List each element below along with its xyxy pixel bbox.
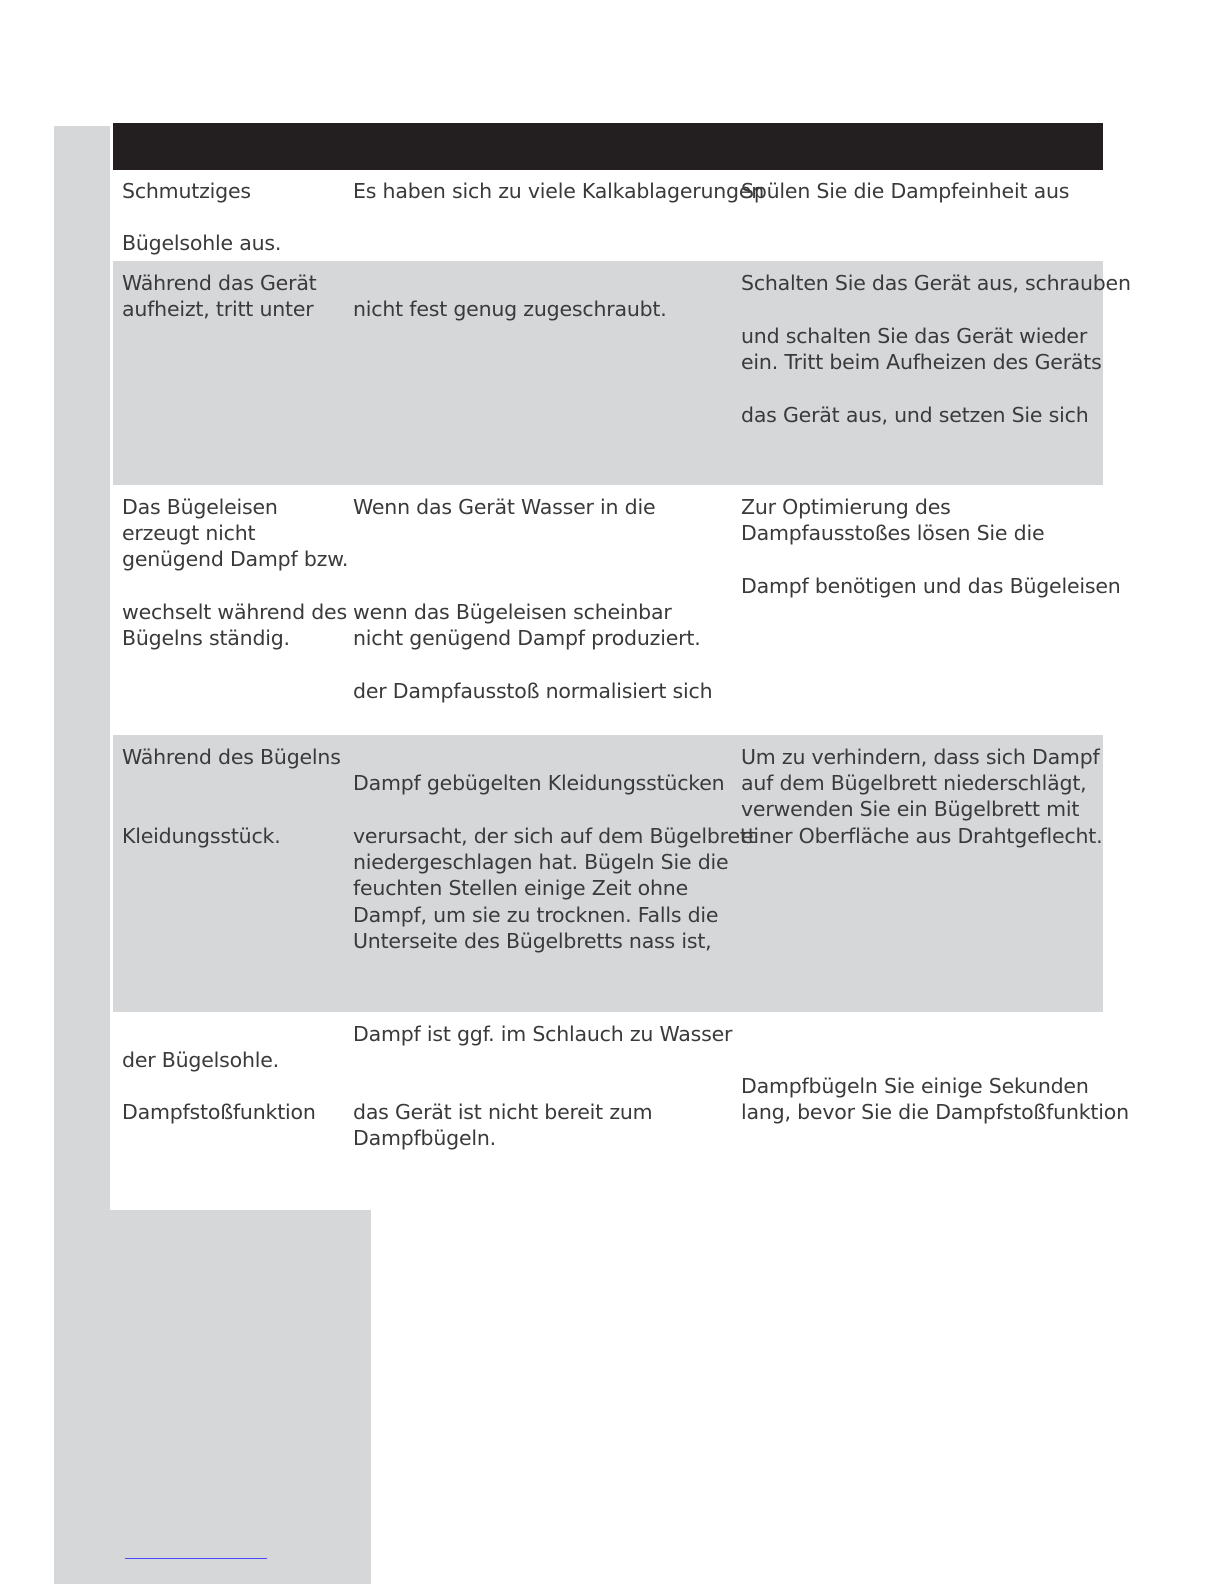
reason-cell: Wenn das Gerät Wasser in die <box>353 495 656 519</box>
solution-cell: einer Oberfläche aus Drahtgeflecht. <box>741 824 1103 848</box>
footer-link-underline <box>125 1558 267 1559</box>
solution-cell: ein. Tritt beim Aufheizen des Geräts <box>741 350 1102 374</box>
solution-cell: das Gerät aus, und setzen Sie sich <box>741 403 1089 427</box>
reason-cell: das Gerät ist nicht bereit zum <box>353 1100 653 1124</box>
solution-cell: Zur Optimierung des <box>741 495 951 519</box>
solution-cell: Um zu verhindern, dass sich Dampf <box>741 745 1100 769</box>
reason-cell: nicht fest genug zugeschraubt. <box>353 297 667 321</box>
cause-cell: Während das Gerät <box>122 271 317 295</box>
table-header-bar <box>113 123 1103 170</box>
cause-cell: Bügelns ständig. <box>122 626 290 650</box>
table-row <box>113 485 1121 735</box>
reason-cell: Dampf ist ggf. im Schlauch zu Wasser <box>353 1022 733 1046</box>
reason-cell: verursacht, der sich auf dem Bügelbrett <box>353 824 756 848</box>
table-row <box>113 170 1103 261</box>
cause-cell: Das Bügeleisen <box>122 495 278 519</box>
solution-cell: auf dem Bügelbrett niederschlägt, <box>741 771 1087 795</box>
reason-cell: Dampf, um sie zu trocknen. Falls die <box>353 903 719 927</box>
reason-cell: Unterseite des Bügelbretts nass ist, <box>353 929 712 953</box>
side-band-wide <box>54 1210 371 1584</box>
reason-cell: niedergeschlagen hat. Bügeln Sie die <box>353 850 729 874</box>
solution-cell: verwenden Sie ein Bügelbrett mit <box>741 797 1080 821</box>
solution-cell: Dampfausstoßes lösen Sie die <box>741 521 1045 545</box>
reason-cell: nicht genügend Dampf produziert. <box>353 626 701 650</box>
cause-cell: erzeugt nicht <box>122 521 256 545</box>
cause-cell: Bügelsohle aus. <box>122 231 282 255</box>
reason-cell: Es haben sich zu viele Kalkablagerungen <box>353 179 765 203</box>
cause-cell: der Bügelsohle. <box>122 1048 279 1072</box>
solution-cell: lang, bevor Sie die Dampfstoßfunktion <box>741 1100 1129 1124</box>
cause-cell: genügend Dampf bzw. <box>122 547 349 571</box>
table-row <box>113 735 1103 1012</box>
reason-cell: der Dampfausstoß normalisiert sich <box>353 679 713 703</box>
table-row <box>113 261 1131 485</box>
reason-cell: Dampf gebügelten Kleidungsstücken <box>353 771 725 795</box>
solution-cell: Dampf benötigen und das Bügeleisen <box>741 574 1121 598</box>
solution-cell: Spülen Sie die Dampfeinheit aus <box>741 179 1070 203</box>
cause-cell: Während des Bügelns <box>122 745 341 769</box>
cause-cell: wechselt während des <box>122 600 347 624</box>
solution-cell: Schalten Sie das Gerät aus, schrauben <box>741 271 1131 295</box>
reason-cell: feuchten Stellen einige Zeit ohne <box>353 876 689 900</box>
reason-cell: Dampfbügeln. <box>353 1126 496 1150</box>
cause-cell: aufheizt, tritt unter <box>122 297 314 321</box>
cause-cell: Dampfstoßfunktion <box>122 1100 316 1124</box>
solution-cell: und schalten Sie das Gerät wieder <box>741 324 1088 348</box>
reason-cell: wenn das Bügeleisen scheinbar <box>353 600 672 624</box>
table-row <box>113 1012 1129 1202</box>
solution-cell: Dampfbügeln Sie einige Sekunden <box>741 1074 1089 1098</box>
cause-cell: Schmutziges <box>122 179 251 203</box>
cause-cell: Kleidungsstück. <box>122 824 281 848</box>
